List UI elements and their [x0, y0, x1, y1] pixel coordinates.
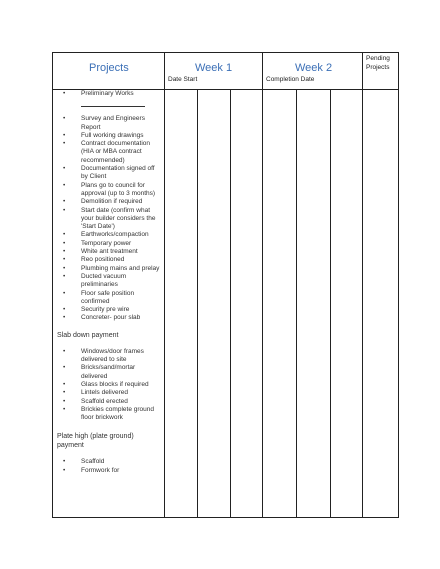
- preliminary-tasks-list: [55, 115, 163, 322]
- column-divider: [330, 89, 331, 518]
- list-item: • Glass blocks if required: [55, 381, 163, 389]
- table-border-bottom: [52, 517, 399, 518]
- list-item: • Preliminary Works: [55, 90, 163, 98]
- column-divider: [197, 89, 198, 518]
- column-divider: [164, 52, 165, 518]
- list-item: • Brickies complete ground floor brickwork: [55, 406, 163, 423]
- list-item: • Floor safe position confirmed: [55, 290, 163, 307]
- date-start-label: Date Start: [168, 76, 198, 83]
- table-border-top: [52, 52, 399, 53]
- list-item: • Reo positioned: [55, 256, 163, 264]
- column-divider: [262, 52, 263, 518]
- list-item: • Scaffold: [55, 458, 163, 466]
- list-item: • White ant treatment: [55, 248, 163, 256]
- completion-date-label: Completion Date: [266, 76, 315, 83]
- plate-high-tasks-list: [55, 458, 163, 475]
- list-item: • Bricks/sand/mortar delivered: [55, 364, 163, 381]
- projects-header: Projects: [89, 62, 129, 74]
- week2-header: Week 2: [295, 62, 333, 74]
- projects-list: [55, 90, 163, 475]
- list-item: • Documentation signed off by Client: [55, 165, 163, 182]
- column-divider: [296, 89, 297, 518]
- pending-projects-header: Pending Projects: [366, 55, 390, 71]
- list-item: • Plumbing mains and prelay: [55, 265, 163, 273]
- column-divider: [362, 52, 363, 518]
- section-heading-slab: Slab down payment: [57, 331, 119, 339]
- list-item: • Plans go to council for approval (up to 3 months): [55, 182, 163, 199]
- week1-header: Week 1: [195, 62, 233, 74]
- table-border-left: [52, 52, 53, 518]
- preliminary-list: [55, 90, 163, 98]
- list-item: • Contract documentation (HIA or MBA contract recommended): [55, 140, 163, 165]
- list-item: • Ducted vacuum preliminaries: [55, 273, 163, 290]
- table-border-right: [398, 52, 399, 518]
- list-item: • Survey and Engineers Report: [55, 115, 163, 132]
- list-item: • Windows/door frames delivered to site: [55, 348, 163, 365]
- column-divider: [230, 89, 231, 518]
- list-item: • Start date (confirm what your builder considers the 'Start Date'): [55, 207, 163, 232]
- list-item: • Earthworks/compaction: [55, 231, 163, 239]
- list-item: • Lintels delivered: [55, 389, 163, 397]
- slab-tasks-list: [55, 348, 163, 423]
- list-item: • Full working drawings: [55, 132, 163, 140]
- list-item: • Formwork for: [55, 467, 163, 475]
- section-heading-plate-high: Plate high (plate ground) payment: [57, 433, 134, 450]
- list-item: • Concreter- pour slab: [55, 314, 163, 322]
- list-item: • Security pre wire: [55, 306, 163, 314]
- list-item: • Demolition if required: [55, 198, 163, 206]
- list-item: • Temporary power: [55, 240, 163, 248]
- list-item: • Scaffold erected: [55, 398, 163, 406]
- blank-entry-line: [81, 98, 145, 107]
